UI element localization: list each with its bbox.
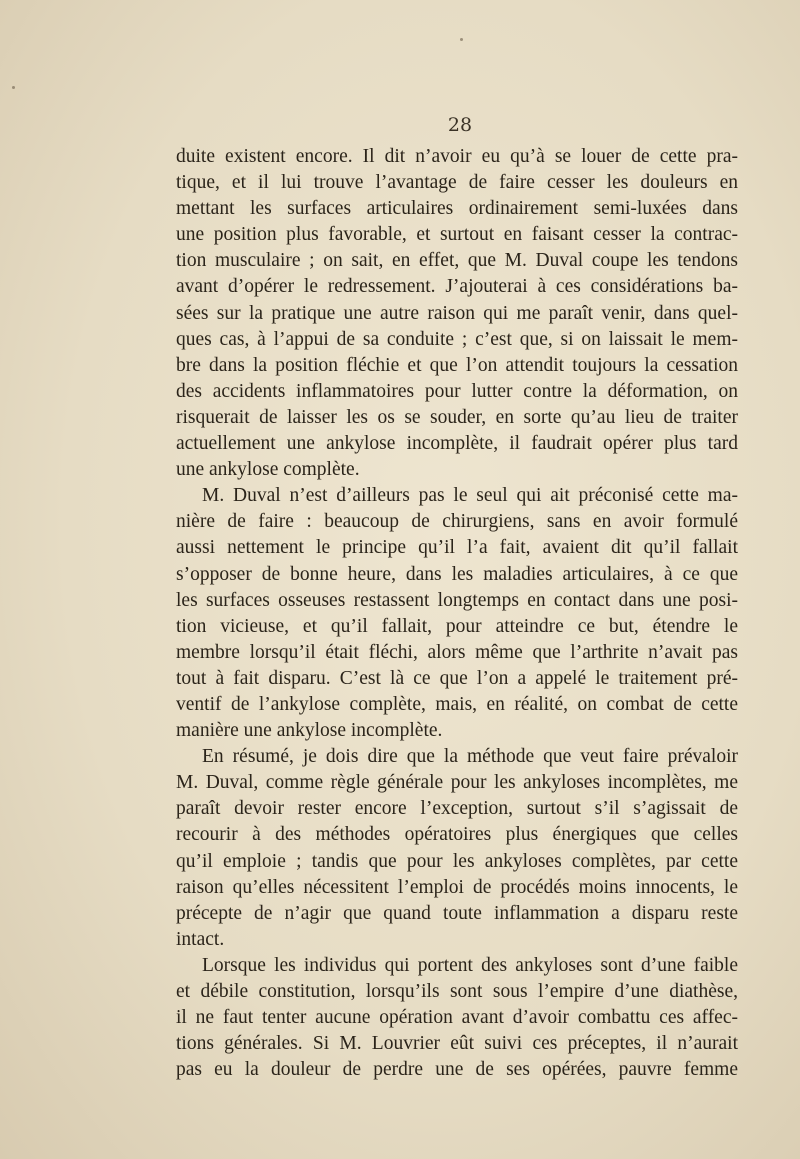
text-line: mettant les surfaces articulaires ordinairement semi-luxées dans (176, 198, 738, 220)
text-line: tique, et il lui trouve l’avantage de faire cesser les douleurs en (176, 172, 738, 194)
text-line: tion vicieuse, et qu’il fallait, pour atteindre ce but, étendre le (176, 615, 738, 637)
paragraph-end-line: intact. (176, 928, 225, 950)
text-line: une position plus favorable, et surtout en faisant cesser la contrac- (176, 224, 738, 246)
text-line: nière de faire : beaucoup de chirurgiens, sans en avoir formulé (176, 511, 738, 533)
text-line: membre lorsqu’il était fléchi, alors même que l’arthrite n’avait pas (176, 641, 738, 663)
paragraph-start-line: En résumé, je dois dire que la méthode que veut faire prévaloir (202, 746, 738, 768)
text-line: recourir à des méthodes opératoires plus énergiques que celles (176, 824, 738, 846)
text-line: tions générales. Si M. Louvrier eût suivi ces préceptes, il n’aurait (176, 1033, 738, 1055)
paper-speck (12, 86, 15, 89)
text-line: tout à fait disparu. C’est là ce que l’on a appelé le traitement pré- (176, 667, 738, 689)
text-line: pas eu la douleur de perdre une de ses opérées, pauvre femme (176, 1059, 738, 1081)
text-line: qu’il emploie ; tandis que pour les ankyloses complètes, par cette (176, 850, 738, 872)
paper-speck (460, 38, 463, 41)
text-line: actuellement une ankylose incomplète, il faudrait opérer plus tard (176, 433, 738, 455)
text-line: il ne faut tenter aucune opération avant d’avoir combattu ces affec- (176, 1007, 738, 1029)
paragraph-end-line: manière une ankylose incomplète. (176, 720, 443, 742)
paragraph-start-line: Lorsque les individus qui portent des ankyloses sont d’une faible (202, 954, 738, 976)
text-line: paraît devoir rester encore l’exception, surtout s’il s’agissait de (176, 798, 738, 820)
text-line: ques cas, à l’appui de sa conduite ; c’est que, si on laissait le mem- (176, 328, 738, 350)
text-line: duite existent encore. Il dit n’avoir eu qu’à se louer de cette pra- (176, 146, 738, 167)
paragraph-start-line: M. Duval n’est d’ailleurs pas le seul qui ait préconisé cette ma- (202, 485, 738, 507)
text-line: aussi nettement le principe qu’il l’a fait, avaient dit qu’il fallait (176, 537, 738, 559)
text-line: et débile constitution, lorsqu’ils sont sous l’empire d’une diathèse, (176, 981, 738, 1002)
text-line: des accidents inflammatoires pour lutter contre la déformation, on (176, 380, 738, 402)
text-line: M. Duval, comme règle générale pour les ankyloses incomplètes, me (176, 772, 738, 794)
text-line: précepte de n’agir que quand toute inflammation a disparu reste (176, 902, 738, 924)
text-line: sées sur la pratique une autre raison qui me paraît venir, dans quel- (176, 302, 738, 324)
text-line: les surfaces osseuses restassent longtemps en contact dans une posi- (176, 589, 738, 611)
body-text (176, 144, 738, 1083)
text-line: raison qu’elles nécessitent l’emploi de procédés moins innocents, le (176, 876, 738, 898)
text-line: bre dans la position fléchie et que l’on attendit toujours la cessation (176, 354, 738, 376)
text-line: risquerait de laisser les os se souder, en sorte qu’au lieu de traiter (176, 406, 738, 428)
text-line: tion musculaire ; on sait, en effet, que M. Duval coupe les tendons (176, 250, 738, 272)
text-line: s’opposer de bonne heure, dans les maladies articulaires, à ce que (176, 563, 738, 585)
paragraph-end-line: une ankylose complète. (176, 459, 360, 481)
text-line: ventif de l’ankylose complète, mais, en réalité, on combat de cette (176, 693, 738, 715)
text-line: avant d’opérer le redressement. J’ajouterai à ces considérations ba- (176, 276, 738, 298)
page-number: 28 (447, 114, 473, 136)
